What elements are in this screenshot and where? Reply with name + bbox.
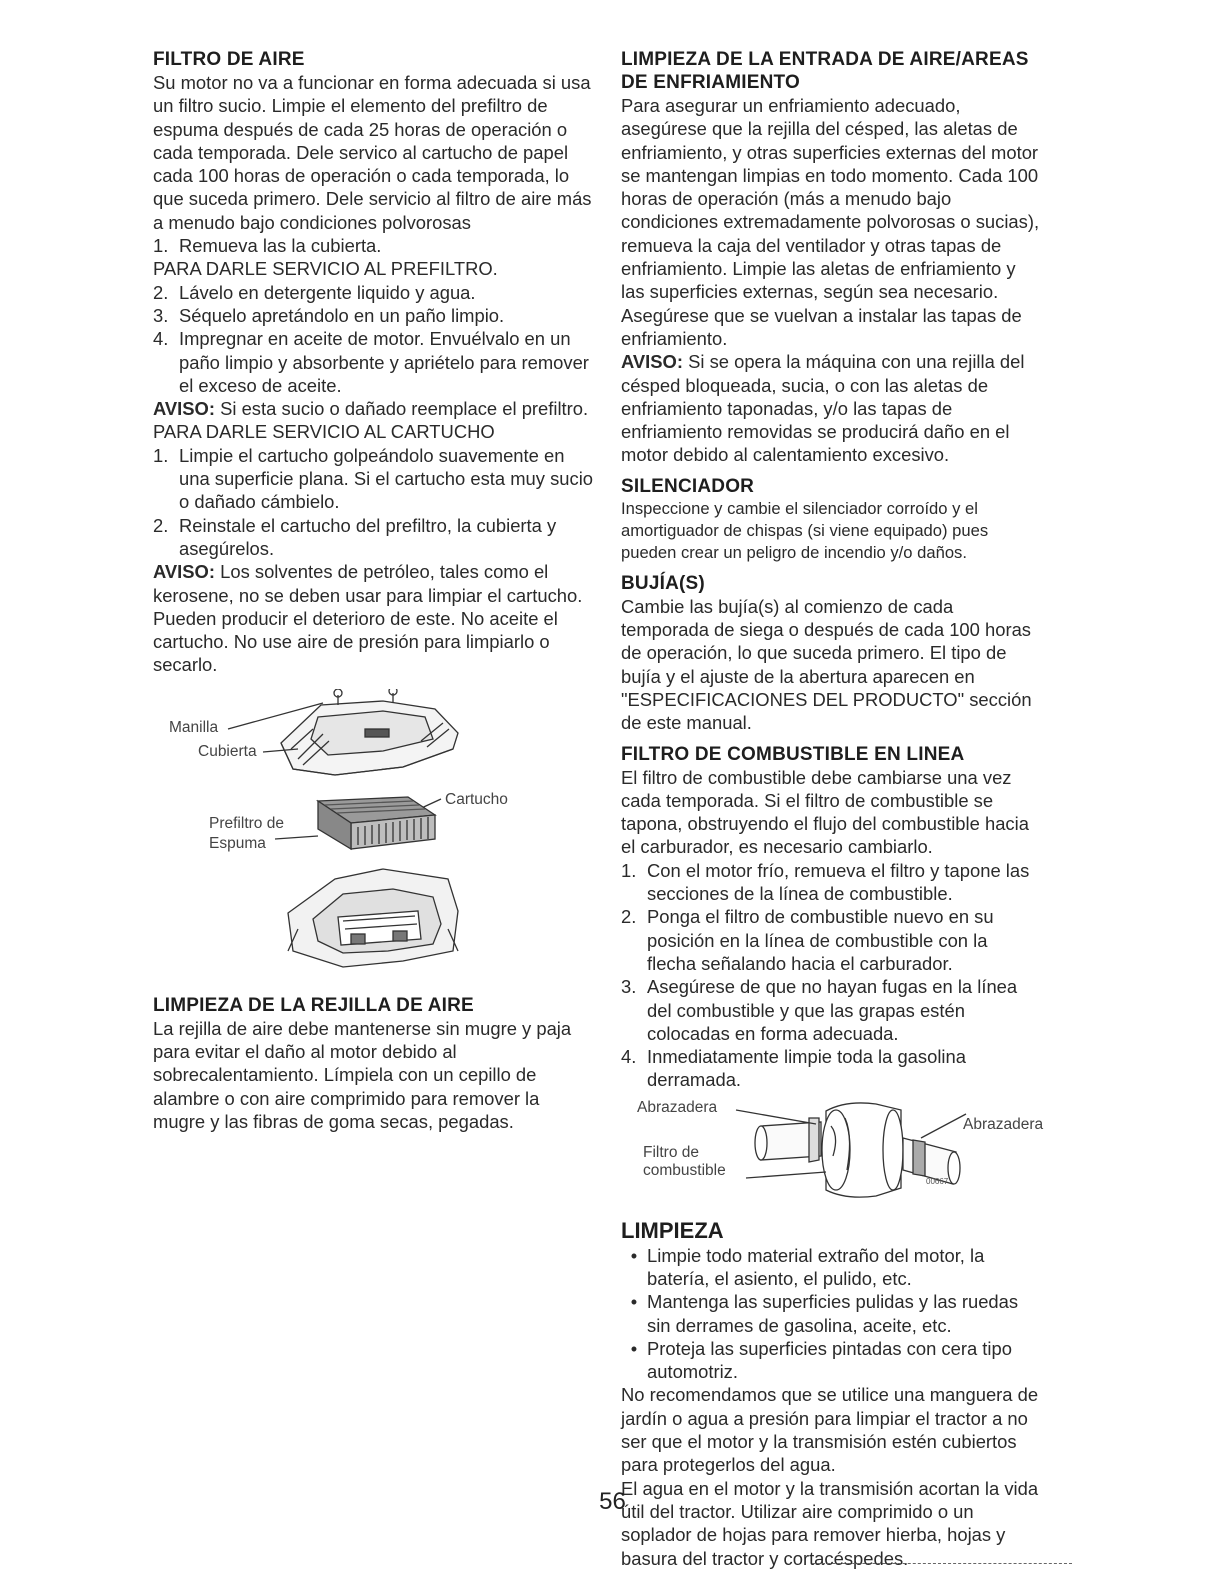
combustible-heading: FILTRO DE COMBUSTIBLE EN LINEA	[621, 743, 965, 765]
combustible-body: El filtro de combustible debe cambiarse una vez cada temporada. Si el filtro de combustible se tapona, obstruyendo el flujo del combustible hacia el carburador, es necesario cambiarlo.	[621, 766, 1029, 858]
limpieza-heading: LIMPIEZA	[621, 1217, 724, 1243]
list-item	[621, 905, 1041, 975]
silenciador-body: Inspeccione y cambie el silenciador corroído y el amortiguador de chispas (si viene equipado) pues pueden crear un peligro de incendio y/o daños.	[621, 498, 989, 562]
limpieza-p1: No recomendamos que se utilice una manguera de jardín o agua a presión para limpiar el tractor a no ser que el motor y la transmisión estén cubiertos para protegerlos del agua.	[621, 1384, 1039, 1476]
entrada-heading-line2: DE ENFRIAMIENTO	[621, 72, 800, 93]
aviso-text: Si se opera la máquina con una rejilla del césped bloqueada, sucia, o con las aletas de enfriamiento taponadas, y/o las tapas de enfriamiento removidas se producirá daño en el motor debido al calentamiento excesivo.	[621, 351, 1025, 466]
left-column	[153, 48, 593, 1133]
aviso-label: AVISO:	[153, 398, 215, 420]
label-combustible: combustible	[643, 1161, 726, 1179]
list-number: 2.	[153, 281, 169, 303]
aviso-label: AVISO:	[621, 351, 683, 373]
list-text: Séquelo apretándolo en un paño limpio.	[179, 304, 505, 326]
aviso-prefiltro	[153, 397, 593, 420]
list-item	[621, 859, 1041, 906]
list-item	[153, 234, 593, 257]
filtro-aire-heading: FILTRO DE AIRE	[153, 49, 305, 70]
label-prefiltro: Prefiltro de	[209, 814, 284, 832]
fuel-filter-figure	[621, 1096, 1044, 1208]
list-item	[621, 1045, 1041, 1092]
right-column	[621, 48, 1044, 1570]
bottom-rule	[812, 1563, 1072, 1564]
list-item	[153, 444, 593, 514]
list-text: Limpie el cartucho golpeándolo suavemente en una superficie plana. Si el cartucho esta muy sucio o dañado cámbielo.	[179, 444, 594, 513]
list-text: Reinstale el cartucho del prefiltro, la cubierta y asegúrelos.	[179, 514, 557, 559]
list-text: Limpie todo material extraño del motor, la batería, el asiento, el pulido, etc.	[647, 1244, 985, 1289]
label-abrazadera-left: Abrazadera	[637, 1098, 718, 1116]
list-item	[153, 304, 593, 327]
list-number: 1.	[153, 444, 169, 466]
spacer	[621, 467, 1041, 475]
bujia-heading: BUJÍA(S)	[621, 572, 705, 594]
list-number: 4.	[153, 328, 169, 350]
list-text: Impregnar en aceite de motor. Envuélvalo en un paño limpio y absorbente y apriételo para remover el exceso de aceite.	[179, 328, 589, 396]
silenciador-heading: SILENCIADOR	[621, 475, 755, 497]
entrada-body: Para asegurar un enfriamiento adecuado, asegúrese que la rejilla del césped, las aletas de enfriamiento, y otras superficies externas del motor se mantengan limpias en todo momento. Cada 100 horas de operación (más a menudo bajo condiciones extremadamente polvorosas o sucias), remueva la caja del ventilador y otras tapas de enfriamiento. Limpie las aletas de enfriamiento y las superficies externas, según sea necesario. Asegúrese que se vuelvan a instalar las tapas de enfriamiento.	[621, 95, 1040, 349]
cartucho-subheading: PARA DARLE SERVICIO AL CARTUCHO	[153, 421, 495, 443]
air-filter-figure	[153, 689, 593, 984]
filtro-aire-intro: Su motor no va a funcionar en forma adecuada si usa un filtro sucio. Limpie el elemento del prefiltro de espuma después de cada 25 horas de operación o cada temporada. Dele servico al cartucho de papel cada 100 horas de operación o cada temporada, lo que suceda primero. Dele servicio al filtro de aire más a menudo bajo condiciones polvorosas	[153, 72, 592, 233]
limpieza-p2: El agua en el motor y la transmisión acortan la vida útil del tractor. Utilizar aire comprimido o un soplador de hojas para remover hierba, hojas y basura del tractor y cortacéspedes.	[621, 1477, 1039, 1569]
rejilla-body: La rejilla de aire debe mantenerse sin mugre y paja para evitar el daño al motor debido al sobrecalentamiento. Límpiela con un cepillo de alambre o con aire comprimido para remover la mugre y las fibras de goma secas, pegadas.	[153, 1017, 572, 1132]
aviso-text: Si esta sucio o dañado reemplace el prefiltro.	[215, 398, 589, 420]
list-item	[153, 514, 593, 561]
list-number: 1.	[153, 235, 169, 257]
entrada-heading-line1: LIMPIEZA DE LA ENTRADA DE AIRE/AREAS	[621, 49, 1029, 70]
list-number: 2.	[153, 514, 169, 536]
list-item	[153, 281, 593, 304]
list-text: Remueva las la cubierta.	[179, 235, 382, 257]
list-text: Mantenga las superficies pulidas y las ruedas sin derrames de gasolina, aceite, etc.	[647, 1291, 1019, 1336]
label-filtro-de: Filtro de	[643, 1143, 699, 1161]
list-text: Ponga el filtro de combustible nuevo en su posición en la línea de combustible con la flecha señalando hacia el carburador.	[647, 906, 994, 974]
page-number: 56	[599, 1488, 626, 1515]
spacer	[153, 984, 593, 994]
spacer	[621, 735, 1041, 743]
list-item	[621, 975, 1041, 1045]
prefiltro-subheading: PARA DARLE SERVICIO AL PREFILTRO.	[153, 258, 498, 280]
list-text: Proteja las superficies pintadas con cera tipo automotriz.	[647, 1337, 1012, 1383]
aviso-solventes	[153, 560, 593, 676]
label-manilla: Manilla	[169, 718, 219, 736]
list-text: Inmediatamente limpie toda la gasolina derramada.	[647, 1046, 966, 1091]
figure-code: 00667	[926, 1176, 949, 1186]
bullet-icon: •	[630, 1291, 638, 1313]
list-text: Asegúrese de que no hayan fugas en la línea del combustible y que las grapas estén colocadas en forma adecuada.	[647, 976, 1018, 1044]
bullet-icon: •	[630, 1244, 638, 1266]
list-item	[621, 1290, 1041, 1337]
aviso-text: Los solventes de petróleo, tales como el kerosene, no se deben usar para limpiar el cartucho. Pueden producir el deterioro de este. No aceite el cartucho. No use aire de presión para limpiarlo o secarlo.	[153, 561, 583, 676]
list-number: 3.	[621, 976, 637, 998]
list-item	[621, 1244, 1041, 1291]
label-abrazadera-right: Abrazadera	[963, 1115, 1044, 1133]
list-text: Con el motor frío, remueva el filtro y tapone las secciones de la línea de combustible.	[647, 859, 1030, 905]
list-text: Lávelo en detergente liquido y agua.	[179, 281, 476, 303]
label-cartucho: Cartucho	[445, 790, 508, 808]
list-number: 2.	[621, 906, 637, 928]
list-number: 3.	[153, 304, 169, 326]
list-item	[621, 1337, 1041, 1384]
rejilla-heading: LIMPIEZA DE LA REJILLA DE AIRE	[153, 994, 474, 1016]
list-item	[153, 327, 593, 397]
spacer	[621, 1208, 1041, 1218]
entrada-aviso	[621, 350, 1041, 466]
spacer	[621, 564, 1041, 572]
bullet-icon: •	[630, 1337, 638, 1359]
aviso-label: AVISO:	[153, 561, 215, 583]
list-number: 1.	[621, 859, 637, 881]
label-espuma: Espuma	[209, 834, 266, 852]
list-number: 4.	[621, 1046, 637, 1068]
bujia-body: Cambie las bujía(s) al comienzo de cada temporada de siega o después de cada 100 horas de operación, lo que suceda primero. El tipo de bujía y el ajuste de la abertura aparecen en "ESPECIFICACIONES DEL PRODUCTO" sección de este manual.	[621, 595, 1032, 734]
label-cubierta: Cubierta	[198, 742, 257, 760]
